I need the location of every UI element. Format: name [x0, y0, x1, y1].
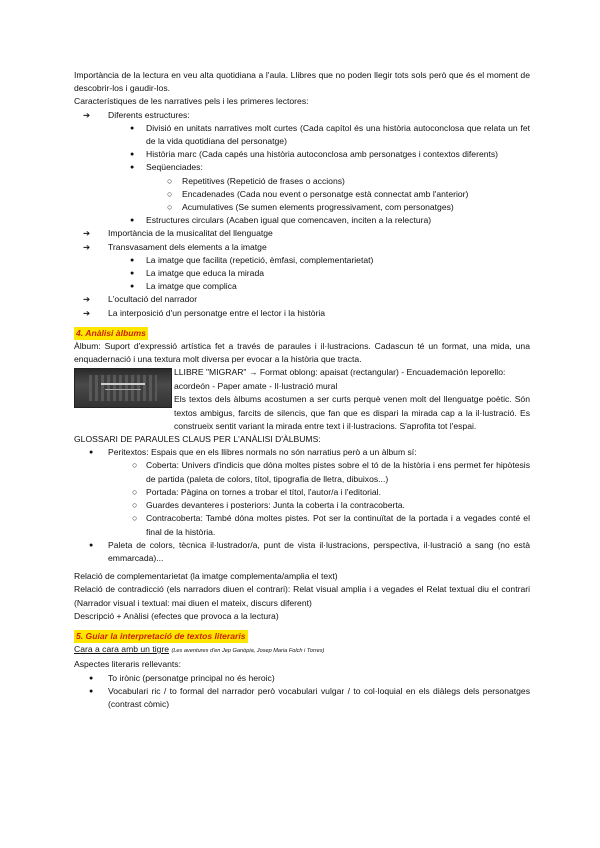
- glossary-subitem-text: Coberta: Univers d'indicis que dóna moltes pistes sobre el tó de la història i ens permet fer hipòtesis de partida (paleta de colors, títol, tipografia de lletra, dibuixos...): [146, 460, 530, 484]
- feature-subitem-text: Estructures circulars (Acaben igual que comencaven, inciten a la relectura): [146, 215, 432, 226]
- feature-label: L'ocultació del narrador: [108, 294, 198, 305]
- section-5-heading: 5. Guiar la interpretació de textos literaris: [74, 630, 248, 643]
- feature-label: Diferents estructures:: [108, 109, 190, 120]
- description-analysis: Descripció + Anàlisi (efectes que provoca a la lectura): [74, 610, 279, 621]
- feature-label: Importància de la musicalitat del llenguatge: [108, 228, 273, 239]
- feature-subitem: [74, 254, 530, 267]
- glossary-subitem-text: Guardes devanteres i posteriors: Junta la coberta i la contracoberta.: [146, 500, 405, 511]
- migrar-description: LLIBRE "MIGRAR" → Format oblong: apaisat (rectangular) - Encuademación leporello: acordeón - Paper amate - Il·lustració mural: [174, 367, 506, 391]
- glossary-subitem: [74, 512, 530, 538]
- literary-aspects-label: Aspectes literaris rellevants:: [74, 659, 181, 670]
- circle-icon: ○: [132, 500, 138, 511]
- circle-icon: ○: [167, 175, 173, 186]
- feature-item: [74, 109, 530, 122]
- book-title-line: [74, 643, 530, 658]
- feature-subitem: [74, 148, 530, 161]
- feature-subitem-text: Seqüenciades:: [146, 162, 203, 173]
- feature-label: Transvasament dels elements a la imatge: [108, 241, 267, 252]
- bullet-icon: ●: [89, 541, 94, 549]
- arrow-icon: ➔: [83, 294, 91, 305]
- migrar-block: [74, 366, 530, 406]
- circle-icon: ○: [132, 513, 138, 524]
- glossary-item: [74, 446, 530, 459]
- glossary-title: GLOSSARI DE PARAULES CLAUS PER L'ANÀLISI D'ÀLBUMS:: [74, 434, 321, 445]
- glossary-subitem: [74, 486, 530, 499]
- feature-item: [74, 227, 530, 240]
- bullet-icon: ●: [89, 687, 94, 695]
- feature-subitem-text: Divisió en unitats narratives molt curtes (Cada capítol és una història autoconclosa que relata un fet de la vida quotidiana del personatge): [146, 122, 530, 147]
- bullet-icon: ●: [130, 151, 135, 159]
- bullet-icon: ●: [130, 270, 135, 278]
- feature-subsubitem-text: Encadenades (Cada nou event o personatge està connectat amb l'anterior): [182, 188, 469, 199]
- feature-subsubitem: [74, 188, 530, 201]
- feature-subitem-text: La imatge que educa la mirada: [146, 268, 265, 279]
- circle-icon: ○: [167, 202, 173, 213]
- relation-contradiction: Relació de contradicció (els narradors diuen el contrari): Relat visual amplia i a vegades el Relat textual diu el contrari (Narrador visual i textual: mai diuen el mateix, discurs diferent): [74, 584, 530, 608]
- feature-subitem-text: La imatge que facilita (repetició, èmfasi, complementarietat): [146, 254, 374, 265]
- bullet-icon: ●: [130, 283, 135, 291]
- relation-complementarity: Relació de complementarietat (la imatge complementa/amplia el text): [74, 571, 338, 582]
- feature-subitem-text: Història marc (Cada capés una història autoconclosa amb personatges i contextos diferents): [146, 149, 499, 160]
- document-page: [74, 69, 530, 711]
- migrar-book-image: [74, 368, 172, 408]
- glossary-item: [74, 539, 530, 565]
- glossary-subitem-text: Contracoberta: També dóna moltes pistes. Pot ser la continuïtat de la portada i a vegades conté el final de la història.: [146, 513, 530, 537]
- feature-subitem: [74, 122, 530, 148]
- feature-item: [74, 241, 530, 254]
- arrow-icon: ➔: [83, 228, 91, 239]
- feature-subitem-text: La imatge que complica: [146, 281, 237, 292]
- aspect-item-text: To irònic (personatge principal no és heroic): [108, 672, 275, 683]
- feature-subsubitem: [74, 201, 530, 214]
- feature-item: [74, 293, 530, 306]
- book-title-note: (Les aventures d'en Jep Ganòpia, Josep Maria Folch i Torres): [171, 648, 325, 655]
- feature-item: [74, 307, 530, 320]
- feature-subsubitem: [74, 175, 530, 188]
- feature-subsubitem-text: Repetitives (Repetició de frases o accions): [182, 175, 345, 186]
- feature-subitem: [74, 280, 530, 293]
- album-definition: Àlbum: Suport d'expressió artística fet a través de paraules i il·lustracions. Cadascun té un format, una mida, una enquadernació i una textura molt diversa per evocar a la història que tracta.: [74, 341, 530, 365]
- glossary-item-text: Paleta de colors, tècnica il·lustrador/a, punt de vista il·lustracions, perspectiva, il·lustració a sang (no està emmarcada)...: [108, 539, 530, 563]
- glossary-subitem-text: Portada: Pàgina on tornes a trobar el títol, l'autor/a i l'editorial.: [146, 486, 381, 497]
- intro-characteristics: Característiques de les narratives pels i les primeres lectores:: [74, 96, 309, 107]
- bullet-icon: ●: [89, 674, 94, 682]
- arrow-icon: ➔: [83, 109, 91, 120]
- feature-subitem: [74, 161, 530, 174]
- glossary-subitem: [74, 499, 530, 512]
- aspect-item-text: Vocabulari ric / to formal del narrador però vocabulari vulgar / to col·loquial en els diàlegs dels personatges (contrast còmic): [108, 685, 530, 709]
- arrow-icon: ➔: [83, 307, 91, 318]
- bullet-icon: ●: [130, 217, 135, 225]
- bullet-icon: ●: [130, 256, 135, 264]
- bullet-icon: ●: [130, 124, 135, 132]
- aspect-item: [74, 672, 530, 685]
- circle-icon: ○: [132, 460, 138, 471]
- feature-subsubitem-text: Acumulatives (Se sumen elements progressivament, com personatges): [182, 202, 454, 213]
- aspect-item: [74, 685, 530, 711]
- section-4-heading: 4. Anàlisi àlbums: [74, 327, 148, 340]
- bullet-icon: ●: [89, 449, 94, 457]
- feature-subitem: [74, 267, 530, 280]
- glossary-subitem: [74, 459, 530, 485]
- book-title: Cara a cara amb un tigre: [74, 644, 170, 655]
- intro-paragraph: Importància de la lectura en veu alta quotidiana a l'aula. Llibres que no poden llegir tots sols però que és el moment de descobrir-los i gaudir-los.: [74, 70, 530, 94]
- circle-icon: ○: [167, 188, 173, 199]
- circle-icon: ○: [132, 486, 138, 497]
- bullet-icon: ●: [130, 164, 135, 172]
- arrow-icon: ➔: [83, 241, 91, 252]
- album-text-description: Els textos dels àlbums acostumen a ser curts perquè venen molt del llenguatge poètic. Són textos ambigus, farcits de silencis, que fan que es dispari la mirada cap a la il·lustració. Es construeix sentit variant la mirada entre text i il·lustracions. S'aprofita tot l'espai.: [174, 394, 530, 431]
- feature-subitem: [74, 214, 530, 227]
- glossary-item-text: Peritextos: Espais que en els llibres normals no són narratius però a un àlbum sí:: [108, 447, 417, 458]
- feature-label: La interposició d'un personatge entre el lector i la història: [108, 307, 326, 318]
